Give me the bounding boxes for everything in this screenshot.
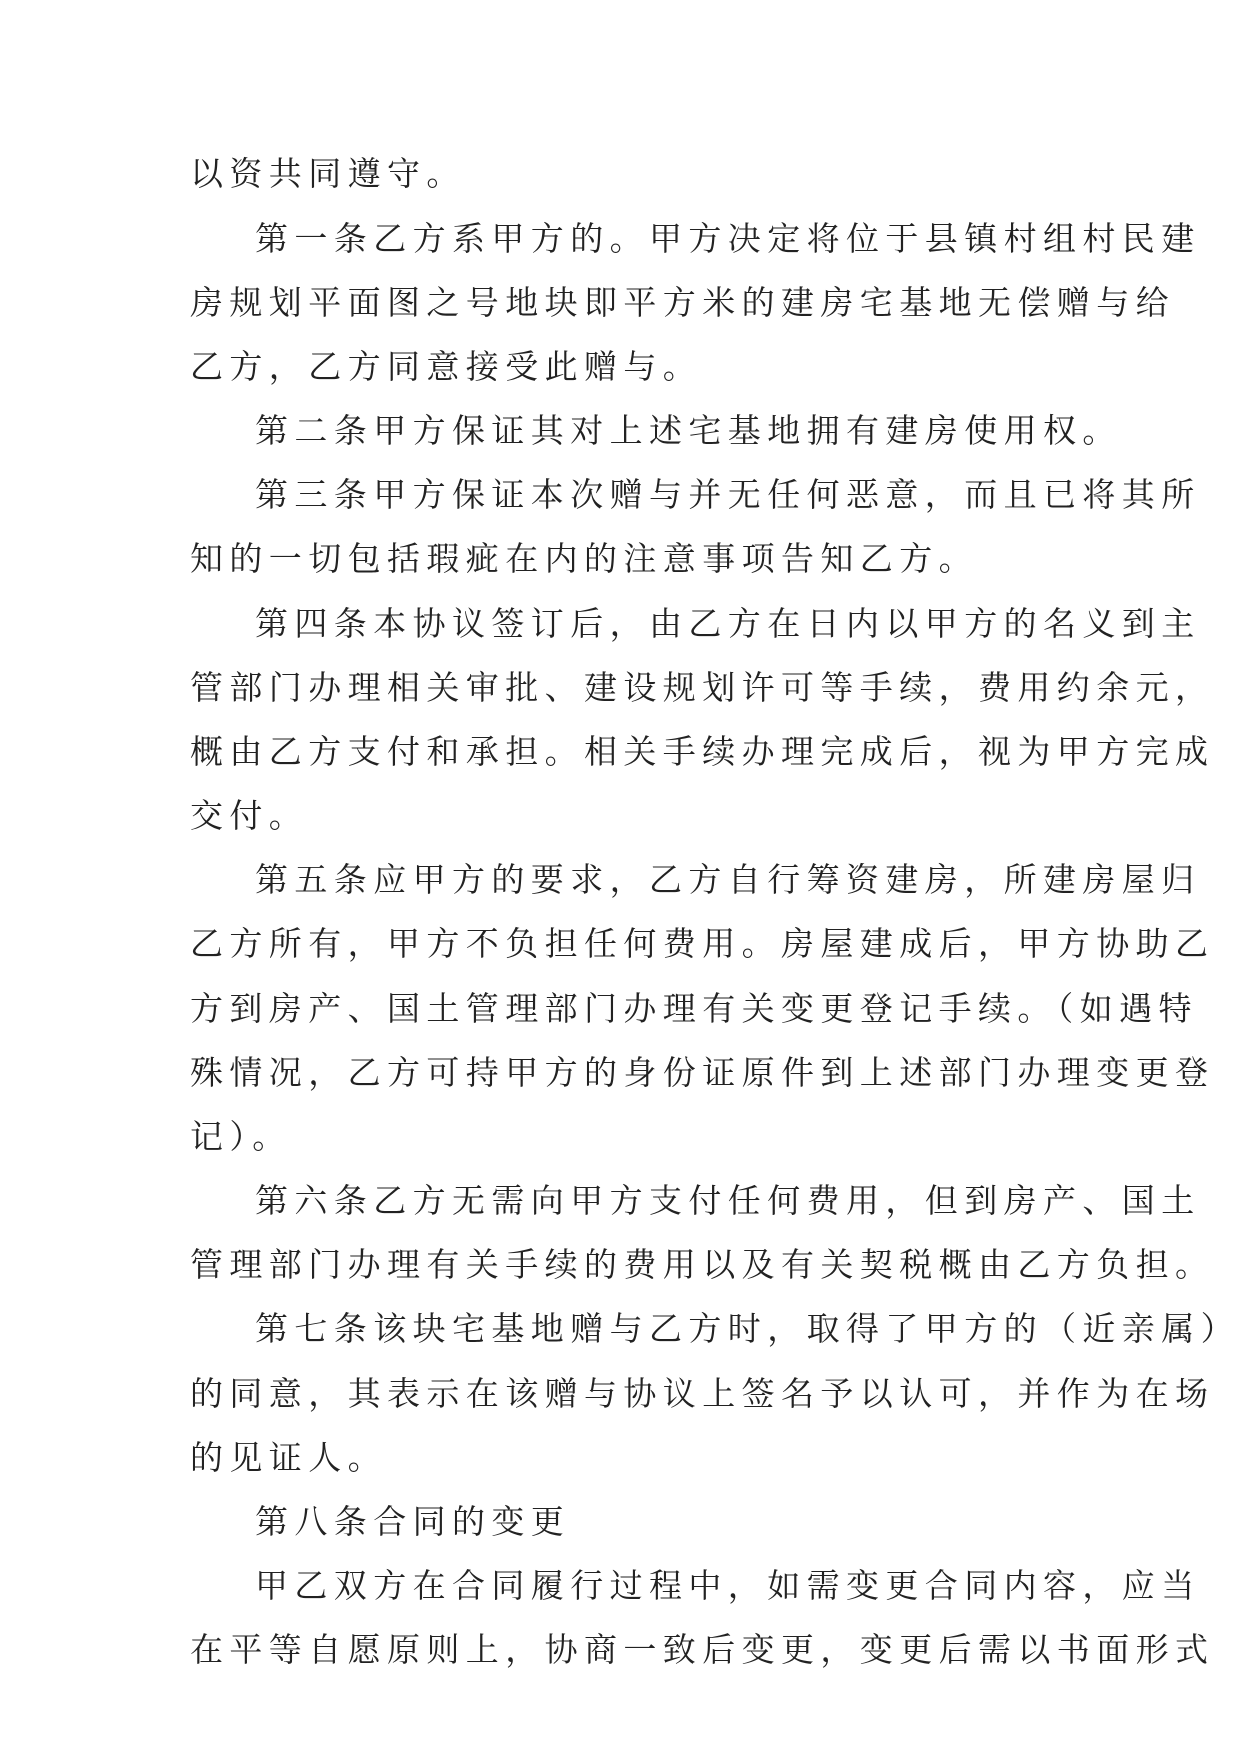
article-5-line: 第五条应甲方的要求，乙方自行筹资建房，所建房屋归 [255, 860, 1201, 899]
text-line: 管理部门办理有关手续的费用以及有关契税概由乙方负担。 [190, 1245, 1215, 1284]
article-8-heading: 第八条合同的变更 [255, 1502, 571, 1541]
text-line: 乙方，乙方同意接受此赠与。 [190, 347, 703, 386]
text-line: 方到房产、国土管理部门办理有关变更登记手续。（如遇特 [190, 989, 1198, 1028]
text-line: 甲乙双方在合同履行过程中，如需变更合同内容，应当 [255, 1566, 1201, 1605]
text-line: 房规划平面图之号地块即平方米的建房宅基地无偿赠与给 [190, 283, 1175, 322]
text-line: 以资共同遵守。 [190, 154, 466, 193]
article-6-line: 第六条乙方无需向甲方支付任何费用，但到房产、国土 [255, 1181, 1201, 1220]
article-7-line: 第七条该块宅基地赠与乙方时，取得了甲方的（近亲属） [255, 1309, 1240, 1348]
text-line: 乙方所有，甲方不负担任何费用。房屋建成后，甲方协助乙 [190, 924, 1215, 963]
text-line: 记）。 [190, 1117, 292, 1156]
article-2-line: 第二条甲方保证其对上述宅基地拥有建房使用权。 [255, 411, 1122, 450]
text-line: 的见证人。 [190, 1438, 387, 1477]
text-line: 管部门办理相关审批、建设规划许可等手续，费用约余元， [190, 668, 1215, 707]
text-line: 在平等自愿原则上，协商一致后变更，变更后需以书面形式 [190, 1630, 1215, 1669]
article-4-line: 第四条本协议签订后，由乙方在日内以甲方的名义到主 [255, 604, 1201, 643]
text-line: 殊情况，乙方可持甲方的身份证原件到上述部门办理变更登 [190, 1053, 1215, 1092]
text-line: 交付。 [190, 796, 309, 835]
text-line: 知的一切包括瑕疵在内的注意事项告知乙方。 [190, 539, 978, 578]
text-line: 概由乙方支付和承担。相关手续办理完成后，视为甲方完成 [190, 732, 1215, 771]
text-line: 的同意，其表示在该赠与协议上签名予以认可，并作为在场 [190, 1374, 1215, 1413]
article-1-line: 第一条乙方系甲方的。甲方决定将位于县镇村组村民建 [255, 219, 1201, 258]
article-3-line: 第三条甲方保证本次赠与并无任何恶意，而且已将其所 [255, 475, 1201, 514]
